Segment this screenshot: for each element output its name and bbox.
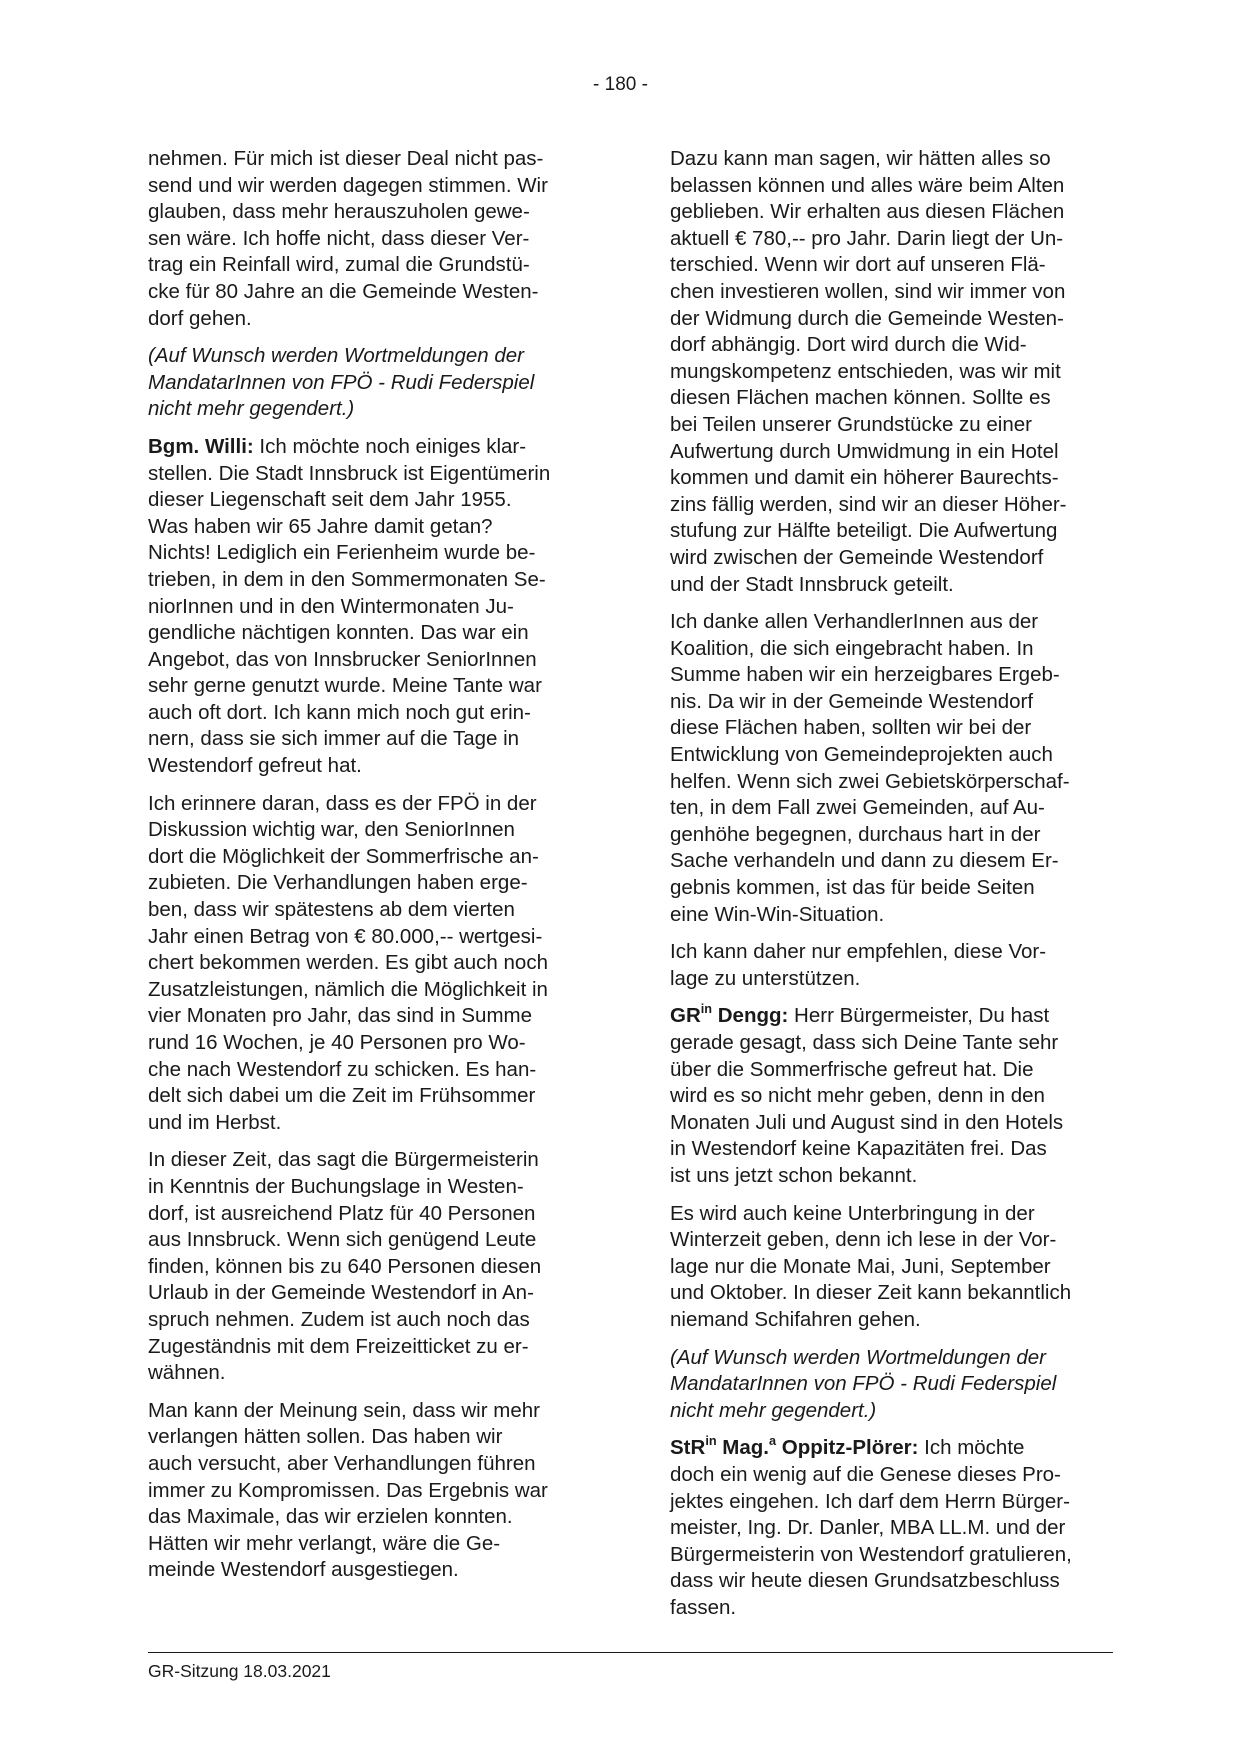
text-paragraph — [670, 146, 1115, 598]
text-line: ist uns jetzt schon bekannt. — [670, 1163, 918, 1187]
text-line: jektes eingehen. Ich darf dem Herrn Bürger- — [670, 1489, 1070, 1513]
text-line: verlangen hätten sollen. Das haben wir — [148, 1425, 503, 1449]
text-line: Koalition, die sich eingebracht haben. In — [670, 636, 1034, 660]
speaker-text: Ich möchte — [918, 1436, 1025, 1460]
text-line: MandatarInnen von FPÖ - Rudi Federspiel — [670, 1372, 1057, 1396]
text-line: zubieten. Die Verhandlungen haben erge- — [148, 871, 528, 895]
text-line: der Widmung durch die Gemeinde Westen- — [670, 306, 1064, 330]
text-line: gendliche nächtigen konnten. Das war ein — [148, 621, 529, 645]
text-line: gerade gesagt, dass sich Deine Tante sehr — [670, 1031, 1059, 1054]
text-line: niorInnen und in den Wintermonaten Ju- — [148, 594, 514, 618]
text-line: MandatarInnen von FPÖ - Rudi Federspiel — [148, 370, 535, 394]
text-line: helfen. Wenn sich zwei Gebietskörperschaf- — [670, 769, 1070, 793]
text-line: stufung zur Hälfte beteiligt. Die Aufwertung — [670, 519, 1058, 543]
text-line: lage nur die Monate Mai, Juni, September — [670, 1254, 1051, 1278]
text-line: mungskompetenz entschieden, was wir mit — [670, 359, 1061, 383]
text-line: Angebot, das von Innsbrucker SeniorInnen — [148, 647, 537, 671]
text-line: Summe haben wir ein herzeigbares Ergeb- — [670, 663, 1060, 687]
italic-note-paragraph — [670, 1345, 1115, 1425]
text-line: wird zwischen der Gemeinde Westendorf — [670, 545, 1044, 569]
text-line: über die Sommerfrische gefreut hat. Die — [670, 1057, 1034, 1081]
text-line: finden, können bis zu 640 Personen diesen — [148, 1254, 542, 1278]
text-line: meister, Ing. Dr. Danler, MBA LL.M. und der — [670, 1516, 1066, 1540]
text-line: diese Flächen haben, sollten wir bei der — [670, 716, 1032, 740]
italic-note-paragraph — [148, 343, 593, 423]
text-line: Monaten Juli und August sind in den Hotels — [670, 1110, 1064, 1134]
text-line: eine Win-Win-Situation. — [670, 902, 885, 926]
text-line: cke für 80 Jahre an die Gemeinde Westen- — [148, 279, 539, 303]
text-line: che nach Westendorf zu schicken. Es han- — [148, 1057, 537, 1081]
speaker-name: $GR^{in}$ Dengg: — [670, 1001, 789, 1028]
text-line: nehmen. Für mich ist dieser Deal nicht pas- — [148, 147, 544, 170]
text-line: ten, in dem Fall zwei Gemeinden, auf Au- — [670, 796, 1045, 820]
text-paragraph — [148, 1398, 593, 1584]
text-line: meinde Westendorf ausgestiegen. — [148, 1558, 459, 1582]
page-number: - 180 - — [593, 74, 648, 95]
text-paragraph — [148, 1147, 593, 1386]
text-line: Winterzeit geben, denn ich lese in der Vor- — [670, 1228, 1057, 1252]
text-line: doch ein wenig auf die Genese dieses Pro- — [670, 1462, 1061, 1486]
text-line: sehr gerne genutzt wurde. Meine Tante war — [148, 674, 542, 698]
text-line: Ich erinnere daran, dass es der FPÖ in der — [148, 791, 537, 815]
text-line: aktuell € 780,-- pro Jahr. Darin liegt der Un- — [670, 226, 1064, 250]
left-column — [148, 146, 593, 1595]
text-line: Aufwertung durch Umwidmung in ein Hotel — [670, 439, 1059, 463]
text-line: gebnis kommen, ist das für beide Seiten — [670, 876, 1035, 900]
text-line: In dieser Zeit, das sagt die Bürgermeisterin — [148, 1148, 539, 1172]
text-line: Westendorf gefreut hat. — [148, 754, 362, 778]
text-line: Sache verhandeln und dann zu diesem Er- — [670, 849, 1059, 873]
text-line: send und wir werden dagegen stimmen. Wir — [148, 173, 548, 197]
text-line: dorf, ist ausreichend Platz für 40 Personen — [148, 1201, 536, 1225]
text-line: belassen können und alles wäre beim Alten — [670, 173, 1065, 197]
text-line: aus Innsbruck. Wenn sich genügend Leute — [148, 1228, 537, 1252]
text-line: stellen. Die Stadt Innsbruck ist Eigentümerin — [148, 461, 551, 485]
text-paragraph — [148, 146, 593, 332]
text-line: delt sich dabei um die Zeit im Frühsommer — [148, 1084, 536, 1108]
text-line: wird es so nicht mehr geben, denn in den — [670, 1084, 1045, 1108]
text-line: trieben, in dem in den Sommermonaten Se- — [148, 567, 546, 591]
text-line: auch versucht, aber Verhandlungen führen — [148, 1451, 536, 1475]
text-paragraph — [670, 1201, 1115, 1334]
text-line: Urlaub in der Gemeinde Westendorf in An- — [148, 1281, 534, 1305]
text-line: dieser Liegenschaft seit dem Jahr 1955. — [148, 488, 512, 512]
text-line: zins fällig werden, sind wir an dieser Höher- — [670, 492, 1067, 516]
speaker-text: Herr Bürgermeister, Du hast — [788, 1004, 1050, 1028]
text-line: Dazu kann man sagen, wir hätten alles so — [670, 147, 1051, 170]
text-line: Hätten wir mehr verlangt, wäre die Ge- — [148, 1531, 501, 1555]
text-line: nis. Da wir in der Gemeinde Westendorf — [670, 689, 1034, 713]
text-line: fassen. — [670, 1595, 737, 1619]
text-line: das Maximale, das wir erzielen konnten. — [148, 1505, 513, 1529]
text-line: in Kenntnis der Buchungslage in Westen- — [148, 1174, 524, 1198]
text-line: glauben, dass mehr herauszuholen gewe- — [148, 200, 530, 224]
text-line: und der Stadt Innsbruck geteilt. — [670, 572, 954, 596]
text-line — [148, 434, 593, 461]
text-line — [670, 1003, 1115, 1030]
text-line: nern, dass sie sich immer auf die Tage in — [148, 727, 520, 751]
text-paragraph — [670, 609, 1115, 928]
text-line: Entwicklung von Gemeindeprojekten auch — [670, 743, 1053, 767]
text-line: wähnen. — [148, 1361, 226, 1385]
text-line: dorf gehen. — [148, 306, 252, 330]
text-line: immer zu Kompromissen. Das Ergebnis war — [148, 1478, 548, 1502]
text-line: genhöhe begegnen, durchaus hart in der — [670, 822, 1041, 846]
speaker-name: StR$^{in}$ Mag.$^a$ Oppitz-Plörer: — [670, 1433, 919, 1460]
text-line: geblieben. Wir erhalten aus diesen Flächen — [670, 200, 1065, 224]
text-line: lage zu unterstützen. — [670, 966, 861, 990]
text-line: Ich kann daher nur empfehlen, diese Vor- — [670, 940, 1047, 964]
text-line: (Auf Wunsch werden Wortmeldungen der — [148, 344, 525, 368]
speaker-paragraph — [148, 434, 593, 780]
text-line: in Westendorf keine Kapazitäten frei. Das — [670, 1137, 1047, 1161]
text-line: Zusatzleistungen, nämlich die Möglichkeit in — [148, 977, 548, 1001]
text-line: diesen Flächen machen können. Sollte es — [670, 386, 1051, 410]
text-line: dort die Möglichkeit der Sommerfrische an- — [148, 844, 539, 868]
text-line: Jahr einen Betrag von € 80.000,-- wertgesi- — [148, 924, 543, 948]
text-line: ben, dass wir spätestens ab dem vierten — [148, 898, 515, 922]
text-line: auch oft dort. Ich kann mich noch gut erin- — [148, 700, 531, 724]
text-line: rund 16 Wochen, je 40 Personen pro Wo- — [148, 1031, 526, 1054]
text-line: spruch nehmen. Zudem ist auch noch das — [148, 1307, 530, 1331]
text-line: vier Monaten pro Jahr, das sind in Summe — [148, 1004, 532, 1028]
text-line: sen wäre. Ich hoffe nicht, dass dieser Ver- — [148, 226, 530, 250]
text-line: und Oktober. In dieser Zeit kann bekanntlich — [670, 1281, 1072, 1305]
speaker-paragraph — [670, 1435, 1115, 1621]
text-line: dass wir heute diesen Grundsatzbeschluss — [670, 1569, 1060, 1593]
text-line: und im Herbst. — [148, 1110, 282, 1134]
text-line: Man kann der Meinung sein, dass wir mehr — [148, 1398, 540, 1422]
text-line: Bürgermeisterin von Westendorf gratulieren, — [670, 1542, 1072, 1566]
text-line: niemand Schifahren gehen. — [670, 1307, 921, 1331]
text-line: chen investieren wollen, sind wir immer von — [670, 279, 1066, 303]
text-line: (Auf Wunsch werden Wortmeldungen der — [670, 1345, 1047, 1369]
speaker-paragraph — [670, 1003, 1115, 1189]
text-paragraph — [670, 939, 1115, 992]
text-line: Ich danke allen VerhandlerInnen aus der — [670, 610, 1039, 634]
text-line: Diskussion wichtig war, den SeniorInnen — [148, 818, 515, 842]
text-line: Zugeständnis mit dem Freizeitticket zu er- — [148, 1334, 529, 1358]
text-line: nicht mehr gegendert.) — [148, 397, 355, 421]
text-paragraph — [148, 791, 593, 1137]
right-column — [670, 146, 1115, 1632]
speaker-name: Bgm. Willi: — [148, 434, 254, 458]
text-line — [670, 1435, 1115, 1462]
text-line: kommen und damit ein höherer Baurechts- — [670, 466, 1059, 490]
text-line: dorf abhängig. Dort wird durch die Wid- — [670, 333, 1027, 357]
footer-session-date: GR-Sitzung 18.03.2021 — [148, 1661, 331, 1681]
text-line: nicht mehr gegendert.) — [670, 1398, 877, 1422]
text-line: Was haben wir 65 Jahre damit getan? — [148, 514, 493, 538]
speaker-text: Ich möchte noch einiges klar- — [253, 434, 527, 458]
text-line: trag ein Reinfall wird, zumal die Grundstü- — [148, 253, 530, 277]
text-line: bei Teilen unserer Grundstücke zu einer — [670, 412, 1032, 436]
footer-divider — [148, 1652, 1113, 1653]
text-line: chert bekommen werden. Es gibt auch noch — [148, 951, 548, 975]
text-line: terschied. Wenn wir dort auf unseren Flä- — [670, 253, 1046, 277]
text-line: Es wird auch keine Unterbringung in der — [670, 1201, 1035, 1225]
text-line: Nichts! Lediglich ein Ferienheim wurde be- — [148, 541, 536, 565]
